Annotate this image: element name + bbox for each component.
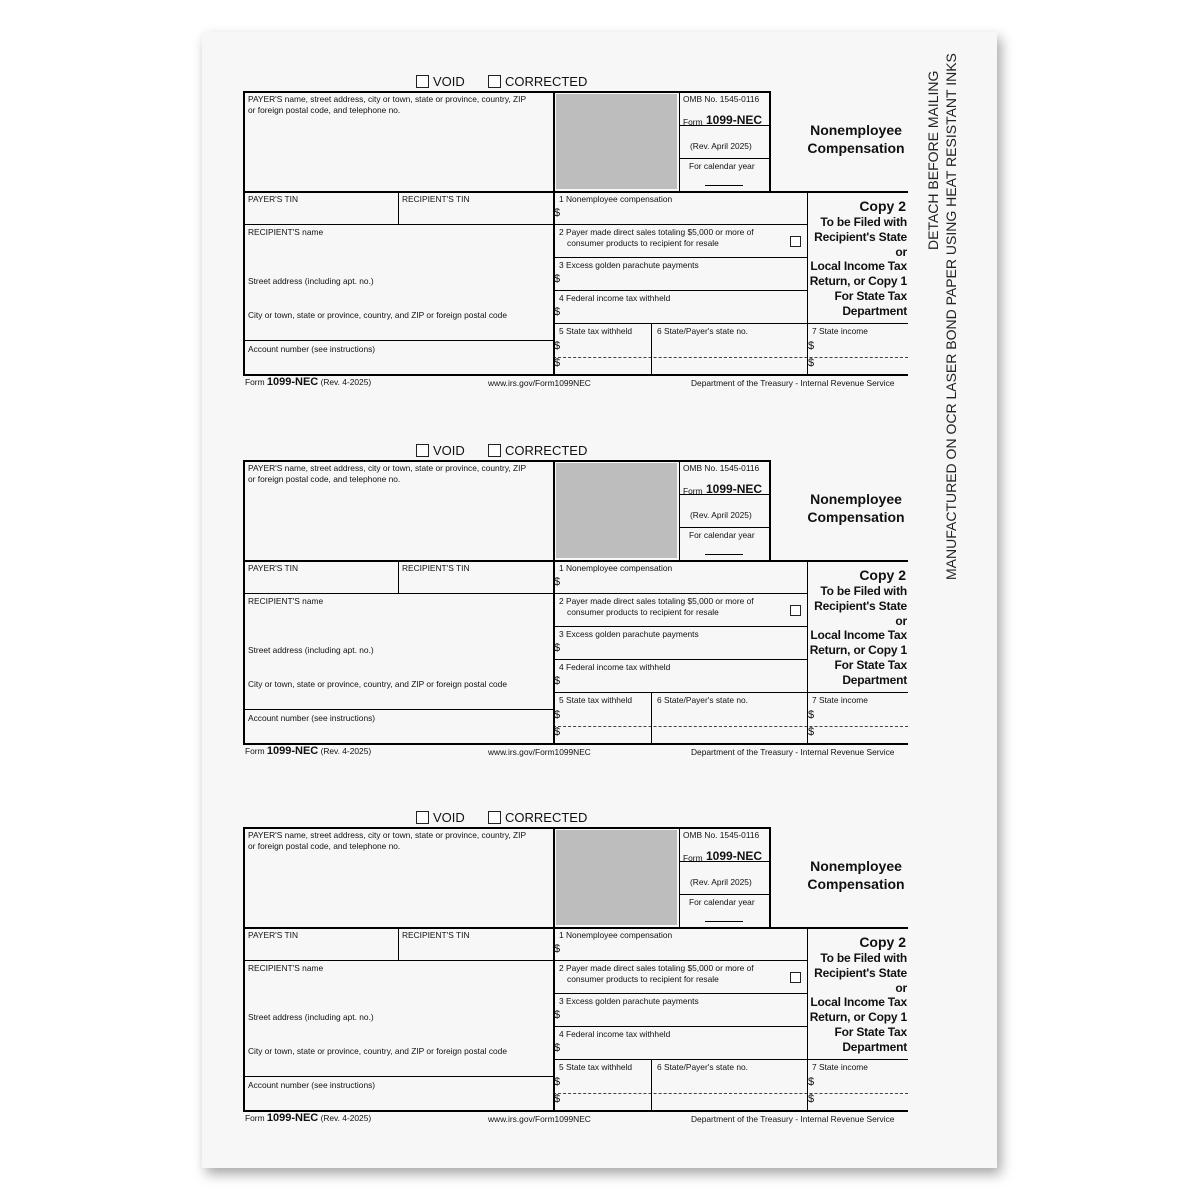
payer-name-label-2: or foreign postal code, and telephone no. [248,841,401,851]
street-label: Street address (including apt. no.) [248,276,374,286]
title-line-1: Nonemployee [810,122,902,138]
footer-form-word: Form [245,1113,265,1123]
box2-label-2: consumer products to recipient for resale [567,238,719,248]
form-prefix: Form [683,117,703,127]
account-label: Account number (see instructions) [248,713,376,723]
void-label: VOID [433,442,465,458]
title-line-2: Compensation [807,509,905,525]
omb-number: OMB No. 1545-0116 [683,463,760,473]
account-label: Account number (see instructions) [248,1080,376,1090]
box5-dollar-b: $ [554,1093,561,1105]
revision: (Rev. April 2025) [690,141,752,151]
calendar-year-label: For calendar year [689,530,755,540]
footer-department: Department of the Treasury - Internal Revenue Service [691,378,895,388]
box3-label: 3 Excess golden parachute payments [559,996,699,1006]
form-number: 1099-NEC [706,113,763,127]
form-prefix: Form [683,853,703,863]
payer-name-label: PAYER'S name, street address, city or town, state or province, country, ZIP [248,94,527,104]
box1-dollar: $ [554,207,561,219]
box6-label: 6 State/Payer's state no. [657,695,748,705]
corrected-label: CORRECTED [505,442,588,458]
box7-label: 7 State income [812,1062,868,1072]
footer-form-word: Form [245,746,265,756]
gray-box [556,94,677,189]
box7-dollar-a: $ [808,1076,815,1088]
corrected-label: CORRECTED [505,73,588,89]
box4-label: 4 Federal income tax withheld [559,662,671,672]
box7-dollar-b: $ [808,357,815,369]
recipient-tin-label: RECIPIENT'S TIN [402,930,470,940]
revision: (Rev. April 2025) [690,877,752,887]
form-number: 1099-NEC [706,482,763,496]
box7-label: 7 State income [812,326,868,336]
form-1099-nec-1 [243,73,908,391]
void-checkbox[interactable] [416,73,465,89]
calendar-year-label: For calendar year [689,161,755,171]
form-1099-nec-3 [243,809,908,1127]
box2-checkbox[interactable] [790,605,801,616]
box2-label-2: consumer products to recipient for resale [567,974,719,984]
box5-dollar-b: $ [554,357,561,369]
box2-label-2: consumer products to recipient for resale [567,607,719,617]
copy-label: Copy 2 [859,198,906,214]
recipient-name-label: RECIPIENT'S name [248,596,324,606]
form-1099-nec-2 [243,442,908,760]
box2-checkbox[interactable] [790,972,801,983]
void-box[interactable] [416,811,429,824]
corrected-box[interactable] [488,444,501,457]
city-label: City or town, state or province, country, and ZIP or foreign postal code [248,310,507,320]
box5-label: 5 State tax withheld [559,1062,633,1072]
form-title [796,490,916,526]
void-box[interactable] [416,75,429,88]
calendar-year-label: For calendar year [689,897,755,907]
footer-url[interactable]: www.irs.gov/Form1099NEC [488,747,591,757]
box1-dollar: $ [554,576,561,588]
payer-name-label: PAYER'S name, street address, city or town, state or province, country, ZIP [248,463,527,473]
omb-number: OMB No. 1545-0116 [683,830,760,840]
footer-url[interactable]: www.irs.gov/Form1099NEC [488,1114,591,1124]
box3-dollar: $ [554,1009,561,1021]
copy-label: Copy 2 [859,567,906,583]
revision: (Rev. April 2025) [690,510,752,520]
void-checkbox[interactable] [416,442,465,458]
box2-checkbox[interactable] [790,236,801,247]
box5-dollar-b: $ [554,726,561,738]
box5-dollar-a: $ [554,1076,561,1088]
box4-label: 4 Federal income tax withheld [559,1029,671,1039]
footer-url[interactable]: www.irs.gov/Form1099NEC [488,378,591,388]
footer-form [245,376,371,388]
void-label: VOID [433,73,465,89]
box7-dollar-a: $ [808,709,815,721]
corrected-box[interactable] [488,75,501,88]
footer-department: Department of the Treasury - Internal Revenue Service [691,747,895,757]
recipient-tin-label: RECIPIENT'S TIN [402,563,470,573]
payer-tin-label: PAYER'S TIN [248,930,298,940]
footer-department: Department of the Treasury - Internal Revenue Service [691,1114,895,1124]
recipient-name-label: RECIPIENT'S name [248,227,324,237]
box3-dollar: $ [554,642,561,654]
corrected-checkbox[interactable] [488,442,587,458]
footer-form [245,1112,371,1124]
form-prefix: Form [683,486,703,496]
box4-label: 4 Federal income tax withheld [559,293,671,303]
form-title [796,857,916,893]
corrected-box[interactable] [488,811,501,824]
box2-label: 2 Payer made direct sales totaling $5,000 or more of [559,963,754,973]
corrected-checkbox[interactable] [488,809,587,825]
title-line-2: Compensation [807,876,905,892]
box1-label: 1 Nonemployee compensation [559,194,673,204]
gray-box [556,830,677,925]
payer-name-label-2: or foreign postal code, and telephone no. [248,105,401,115]
box5-dollar-a: $ [554,709,561,721]
box7-dollar-b: $ [808,1093,815,1105]
form-title [796,121,916,157]
gray-box [556,463,677,558]
box5-label: 5 State tax withheld [559,695,633,705]
footer-rev: (Rev. 4-2025) [320,746,372,756]
manufactured-text: MANUFACTURED ON OCR LASER BOND PAPER USING HEAT RESISTANT INKS [943,53,959,580]
payer-name-label-2: or foreign postal code, and telephone no. [248,474,401,484]
footer-form [245,745,371,757]
box1-label: 1 Nonemployee compensation [559,930,673,940]
footer-rev: (Rev. 4-2025) [320,377,372,387]
box4-dollar: $ [554,306,561,318]
box4-dollar: $ [554,1042,561,1054]
footer-form-word: Form [245,377,265,387]
recipient-tin-label: RECIPIENT'S TIN [402,194,470,204]
footer-form-number: 1099-NEC [266,376,319,388]
box6-label: 6 State/Payer's state no. [657,326,748,336]
form-number: 1099-NEC [706,849,763,863]
box6-label: 6 State/Payer's state no. [657,1062,748,1072]
box2-label: 2 Payer made direct sales totaling $5,000 or more of [559,596,754,606]
recipient-name-label: RECIPIENT'S name [248,963,324,973]
street-label: Street address (including apt. no.) [248,1012,374,1022]
payer-tin-label: PAYER'S TIN [248,563,298,573]
account-label: Account number (see instructions) [248,344,376,354]
box7-label: 7 State income [812,695,868,705]
footer-form-number: 1099-NEC [266,745,319,757]
box5-dollar-a: $ [554,340,561,352]
box7-dollar-a: $ [808,340,815,352]
box3-label: 3 Excess golden parachute payments [559,260,699,270]
corrected-checkbox[interactable] [488,73,587,89]
box1-label: 1 Nonemployee compensation [559,563,673,573]
copy-instructions: To be Filed with Recipient's State or Local Income Tax Return, or Copy 1 For State Tax Department [809,215,907,318]
title-line-2: Compensation [807,140,905,156]
street-label: Street address (including apt. no.) [248,645,374,655]
box3-label: 3 Excess golden parachute payments [559,629,699,639]
copy-instructions: To be Filed with Recipient's State or Local Income Tax Return, or Copy 1 For State Tax Department [809,584,907,687]
payer-tin-label: PAYER'S TIN [248,194,298,204]
box1-dollar: $ [554,943,561,955]
corrected-label: CORRECTED [505,809,588,825]
box4-dollar: $ [554,675,561,687]
void-checkbox[interactable] [416,809,465,825]
detach-text: DETACH BEFORE MAILING [925,70,941,250]
city-label: City or town, state or province, country, and ZIP or foreign postal code [248,1046,507,1056]
copy-instructions: To be Filed with Recipient's State or Local Income Tax Return, or Copy 1 For State Tax Department [809,951,907,1054]
side-instructions [925,53,965,580]
copy-label: Copy 2 [859,934,906,950]
payer-name-label: PAYER'S name, street address, city or town, state or province, country, ZIP [248,830,527,840]
title-line-1: Nonemployee [810,491,902,507]
box3-dollar: $ [554,273,561,285]
city-label: City or town, state or province, country, and ZIP or foreign postal code [248,679,507,689]
footer-rev: (Rev. 4-2025) [320,1113,372,1123]
void-label: VOID [433,809,465,825]
box2-label: 2 Payer made direct sales totaling $5,000 or more of [559,227,754,237]
footer-form-number: 1099-NEC [266,1112,319,1124]
omb-number: OMB No. 1545-0116 [683,94,760,104]
box7-dollar-b: $ [808,726,815,738]
void-box[interactable] [416,444,429,457]
box5-label: 5 State tax withheld [559,326,633,336]
title-line-1: Nonemployee [810,858,902,874]
